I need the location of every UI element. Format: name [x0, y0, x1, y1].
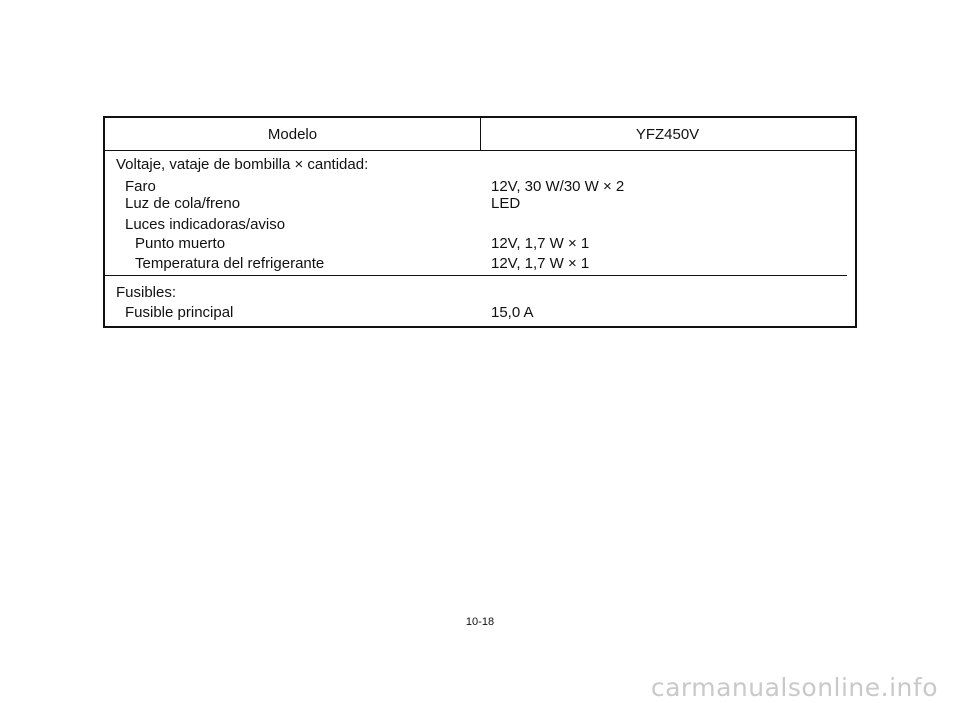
table-header-row [105, 118, 855, 151]
section-fuses-title: Fusibles: [116, 284, 177, 301]
row-value: 12V, 30 W/30 W × 2 [491, 178, 625, 195]
header-model-value: YFZ450V [635, 126, 700, 143]
section-bulbs-title: Voltaje, vataje de bombilla × cantidad: [116, 156, 369, 173]
spec-table [103, 116, 857, 328]
row-value: 15,0 A [491, 304, 534, 321]
row-label: Temperatura del refrigerante [135, 255, 325, 272]
row-value: 12V, 1,7 W × 1 [491, 235, 590, 252]
row-label: Luz de cola/freno [125, 195, 241, 212]
row-value: 12V, 1,7 W × 1 [491, 255, 590, 272]
header-model-label: Modelo [267, 126, 318, 143]
row-value: LED [491, 195, 521, 212]
row-label: Fusible principal [125, 304, 234, 321]
row-label: Punto muerto [135, 235, 226, 252]
row-label: Faro [125, 178, 156, 195]
watermark: carmanualsonline.info [650, 673, 938, 702]
section-divider [105, 275, 847, 276]
row-label: Luces indicadoras/aviso [125, 216, 286, 233]
page-number: 10-18 [465, 616, 495, 628]
